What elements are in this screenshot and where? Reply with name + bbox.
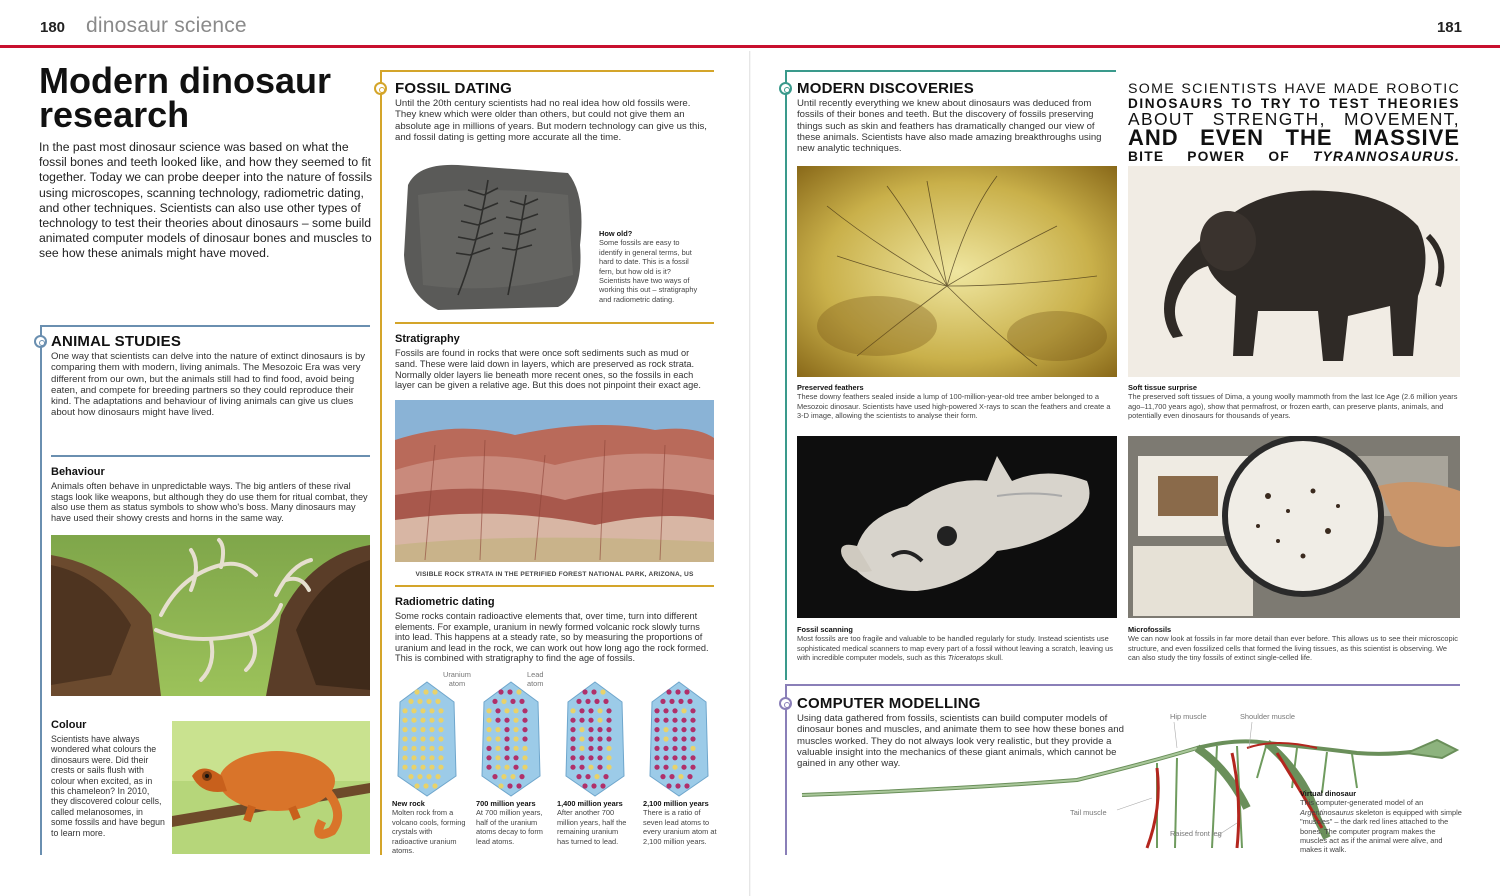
uranium-atom [429, 727, 434, 732]
radiometric-body: Some rocks contain radioactive elements that, over time, turn into different elements. For example, uranium in newly formed volcanic rock slowly turns into lead. This happens at a steady rate, so by measuring the proportions of uranium and lead in the rock, we can work out how long ago the rock formed. This is combined with stratigraphy to find the age of fossils. [395, 611, 709, 664]
lead-atom [663, 718, 668, 723]
lead-atom [576, 774, 581, 779]
stage-1400: 1,400 million years After another 700 million years, half the remaining uranium has turned to lead. [557, 799, 627, 846]
uranium-atom [594, 774, 599, 779]
lead-atom [594, 699, 599, 704]
uranium-atom [417, 774, 422, 779]
lead-atom [504, 755, 509, 760]
lead-atom [585, 774, 590, 779]
uranium-atom [438, 765, 443, 770]
uranium-atom [606, 755, 611, 760]
uranium-atom [435, 699, 440, 704]
uranium-atom [522, 746, 527, 751]
section-bullet-icon [34, 335, 47, 348]
uranium-atom [423, 783, 428, 788]
lead-atom [654, 755, 659, 760]
computer-modelling-heading: COMPUTER MODELLING [797, 695, 981, 712]
lead-atom [570, 718, 575, 723]
fossil-fern-photo [398, 155, 590, 315]
fossil-dating-rule [380, 70, 714, 72]
crystal-700 [476, 680, 546, 798]
fossil-dating-body: Until the 20th century scientists had no real idea how old fossils were. They knew which were older than others, but could not give them an absolute age in millions of years. But modern technology can give us this, and fossil dating is getting more accurate all the time. [395, 98, 707, 143]
uranium-atom [420, 765, 425, 770]
uranium-atom [429, 708, 434, 713]
amber-feathers-photo [797, 166, 1117, 377]
lead-atom [519, 774, 524, 779]
uranium-atom [432, 783, 437, 788]
lead-atom [570, 746, 575, 751]
lead-atom [654, 718, 659, 723]
lead-atom [588, 736, 593, 741]
lead-atom [684, 783, 689, 788]
hip-muscle-label: Hip muscle [1170, 712, 1207, 721]
lead-atom [690, 708, 695, 713]
raised-front-leg-label: Raised front leg [1170, 829, 1222, 838]
lead-atom [522, 736, 527, 741]
stratigraphy-body: Fossils are found in rocks that were once soft sediments such as mud or sand. These were laid down in layers, which are preserved as rock strata. Normally older layers lie beneath more recent ones, so the fossils in each layer can be given a relative age. But this does not pinpoint their exact age. [395, 348, 701, 391]
lead-atom [576, 699, 581, 704]
uranium-atom [420, 755, 425, 760]
uranium-atom [438, 736, 443, 741]
lead-atom [597, 755, 602, 760]
uranium-atom [495, 727, 500, 732]
tail-muscle-label: Tail muscle [1070, 808, 1107, 817]
animal-studies-body: One way that scientists can delve into the nature of extinct dinosaurs is by comparing them with modern, living animals. The Mesozoic Era was very different from our own, but the animals still had to find food, avoid being eaten, and compete for breeding partners so they could reproduce their kind. The adaptations and behaviour of living animals can give us clues about how dinosaurs might have lived. [51, 351, 366, 419]
lead-atom [570, 727, 575, 732]
lead-atom [498, 689, 503, 694]
uranium-atom [579, 736, 584, 741]
lead-atom [690, 736, 695, 741]
mammoth-photo [1128, 166, 1460, 377]
lead-atom [519, 699, 524, 704]
lead-atom [570, 755, 575, 760]
lead-atom [672, 708, 677, 713]
lead-atom [690, 765, 695, 770]
modern-discoveries-body: Until recently everything we knew about dinosaurs was deduced from fossils of their bones and teeth. But the discovery of fossils preserving things such as skin and feathers has dramatically changed our view of these animals. Scientists have also made amazing breakthroughs using new analytic techniques. [797, 98, 1102, 155]
lead-atom [486, 765, 491, 770]
lead-atom [504, 736, 509, 741]
uranium-atom [513, 708, 518, 713]
section-bullet-icon [779, 82, 792, 95]
uranium-atom [501, 774, 506, 779]
behaviour-body: Animals often behave in unpredictable ways. The big antlers of these rival stags look like weapons, but although they do use them for ritual combat, they also use them as status symbols to show who's boss. Many dinosaurs may have used their showy crests and horns in the same way. [51, 481, 368, 523]
lead-atom [606, 708, 611, 713]
lead-atom [687, 774, 692, 779]
lead-atom [492, 699, 497, 704]
lead-atom [672, 736, 677, 741]
uranium-atom [423, 689, 428, 694]
uranium-atom [579, 746, 584, 751]
lead-atom [660, 699, 665, 704]
page-header [0, 0, 1500, 48]
uranium-atom [420, 736, 425, 741]
uranium-atom [402, 727, 407, 732]
lead-atom [597, 736, 602, 741]
uranium-atom [486, 718, 491, 723]
uranium-atom [402, 708, 407, 713]
uranium-atom [588, 765, 593, 770]
uranium-atom [498, 783, 503, 788]
lead-atom [579, 708, 584, 713]
lead-atom [690, 755, 695, 760]
lead-atom [672, 755, 677, 760]
lead-atom [603, 699, 608, 704]
lead-atom [678, 699, 683, 704]
lead-atom [654, 736, 659, 741]
lead-atom [588, 718, 593, 723]
uranium-atom [435, 774, 440, 779]
uranium-atom [417, 699, 422, 704]
lead-atom [672, 718, 677, 723]
pull-quote: SOME SCIENTISTS HAVE MADE ROBOTIC DINOSAURS TO TRY TO TEST THEORIES ABOUT STRENGTH, MOVEMENT, AND EVEN THE MASSIVE BITE POWER OF TYRANNOSAURUS. [1128, 81, 1460, 164]
lead-atom [687, 699, 692, 704]
crystal-2100 [644, 680, 714, 798]
uranium-atom [411, 727, 416, 732]
animal-studies-vrule [40, 325, 42, 855]
radiometric-rule [395, 585, 714, 587]
uranium-atom [597, 718, 602, 723]
computer-modelling-body: Using data gathered from fossils, scientists can build computer models of dinosaur bones and muscles, and animate them to see how these bones and muscles worked. They do not always look very realistic, but they provide a valuable insight into the mechanics of these giant animals, which cannot be gained in any other way. [797, 713, 1124, 770]
uranium-atom [411, 755, 416, 760]
uranium-atom [597, 708, 602, 713]
lead-atom [486, 755, 491, 760]
uranium-atom [504, 765, 509, 770]
lead-atom [516, 783, 521, 788]
uranium-atom [402, 718, 407, 723]
lead-atom [666, 783, 671, 788]
lead-atom [603, 774, 608, 779]
lead-atom [654, 727, 659, 732]
lead-atom [672, 746, 677, 751]
radiometric-heading: Radiometric dating [395, 596, 495, 608]
uranium-atom [513, 718, 518, 723]
uranium-atom [510, 774, 515, 779]
computer-modelling-rule [785, 684, 1460, 686]
uranium-atom [438, 718, 443, 723]
behaviour-rule [51, 455, 370, 457]
uranium-atom [420, 708, 425, 713]
lead-atom [507, 689, 512, 694]
uranium-atom [522, 765, 527, 770]
uranium-atom [411, 746, 416, 751]
uranium-atom [426, 774, 431, 779]
modern-discoveries-heading: MODERN DISCOVERIES [797, 80, 974, 97]
section-bullet-icon [779, 697, 792, 710]
uranium-atom [504, 708, 509, 713]
uranium-atom [672, 765, 677, 770]
lead-atom [681, 718, 686, 723]
uranium-atom [579, 727, 584, 732]
uranium-atom [429, 746, 434, 751]
uranium-atom [606, 746, 611, 751]
uranium-atom [513, 746, 518, 751]
animal-studies-heading: ANIMAL STUDIES [51, 333, 182, 350]
lead-atom [663, 746, 668, 751]
lead-atom [522, 727, 527, 732]
lead-atom [606, 727, 611, 732]
uranium-atom [678, 774, 683, 779]
lead-atom [486, 746, 491, 751]
intro-paragraph: In the past most dinosaur science was based on what the fossil bones and teeth looked like, and how they seemed to fit together. Today we can probe deeper into the nature of fossils using microscopes, scanning technology, radiometric dating, and other techniques. Scientists can also use other types of technology to test their theories about dinosaurs – some build animated computer models of dinosaur bones and muscles to see how these animals might have moved. [39, 140, 373, 261]
chameleon-photo [172, 721, 370, 854]
stage-700: 700 million years At 700 million years, half of the uranium atoms decay to form lead atoms. [476, 799, 543, 846]
lead-atom [504, 718, 509, 723]
lead-atom [684, 689, 689, 694]
stage-new-rock: New rock Molten rock from a volcano cools, forming crystals with radioactive uranium atoms. [392, 799, 466, 856]
fossil-dating-heading: FOSSIL DATING [395, 80, 513, 97]
uranium-atom [495, 765, 500, 770]
crystal-1400 [560, 680, 630, 798]
lead-atom [690, 718, 695, 723]
lead-atom [570, 765, 575, 770]
animal-studies-rule [40, 325, 370, 327]
lead-atom [591, 783, 596, 788]
lead-atom [522, 708, 527, 713]
shoulder-muscle-label: Shoulder muscle [1240, 712, 1296, 721]
colour-body: Scientists have always wondered what colours the dinosaurs were. Did their crests or sails flush with colour when excited, as in this chameleon? In 2010, they discovered colour cells, called melanosomes, in some fossils and have begun to learn more. [51, 734, 165, 838]
uranium-atom [501, 699, 506, 704]
lead-atom [681, 755, 686, 760]
uranium-atom [420, 746, 425, 751]
stratigraphy-rule [395, 322, 714, 324]
lead-atom [669, 774, 674, 779]
uranium-atom [402, 765, 407, 770]
lead-atom [510, 699, 515, 704]
lead-atom [507, 783, 512, 788]
uranium-atom [420, 727, 425, 732]
lead-atom [597, 727, 602, 732]
uranium-atom [414, 783, 419, 788]
lead-atom [579, 718, 584, 723]
lead-atom [672, 727, 677, 732]
uranium-atom [600, 689, 605, 694]
virtual-dinosaur-caption: Virtual dinosaur This computer-generated model of an Argentinosaurus skeleton is equipped with simple "muscles" – the dark red lines attached to the bones. The computer program makes the muscles act as if the animal were alive, and makes it walk. [1300, 789, 1462, 855]
uranium-atom [486, 708, 491, 713]
uranium-atom [432, 689, 437, 694]
uranium-atom [513, 736, 518, 741]
fossil-scanning-caption: Fossil scanning Most fossils are too fragile and valuable to be handled regularly for study. Instead scientists use sophisticated medical scanners to map every part of a fossil without leaving a scratch, leaving us with incredible computer models, such as this Triceratops skull. [797, 625, 1113, 663]
lead-atom [588, 727, 593, 732]
uranium-atom [429, 718, 434, 723]
lead-atom [606, 736, 611, 741]
lead-atom [513, 765, 518, 770]
uranium-atom [495, 746, 500, 751]
stags-photo [51, 535, 370, 696]
lead-atom [582, 783, 587, 788]
uranium-atom [411, 765, 416, 770]
lead-atom [669, 699, 674, 704]
uranium-atom [411, 736, 416, 741]
modern-discoveries-rule [785, 70, 1116, 72]
uranium-atom [402, 755, 407, 760]
uranium-atom [486, 727, 491, 732]
lead-atom [579, 765, 584, 770]
book-spine [749, 51, 751, 896]
uranium-atom [411, 718, 416, 723]
lead-atom [654, 708, 659, 713]
lead-atom [597, 746, 602, 751]
lead-atom [585, 699, 590, 704]
uranium-atom [495, 755, 500, 760]
uranium-atom [570, 708, 575, 713]
uranium-atom [408, 774, 413, 779]
page-title: Modern dinosaur research [39, 60, 332, 135]
colour-heading: Colour [51, 719, 87, 731]
lead-atom [492, 774, 497, 779]
right-page-number: 181 [1436, 19, 1462, 36]
uranium-atom [438, 755, 443, 760]
uranium-atom [681, 708, 686, 713]
lead-atom [681, 765, 686, 770]
uranium-atom [429, 736, 434, 741]
uranium-atom [516, 689, 521, 694]
lead-atom [654, 746, 659, 751]
strata-caption: VISIBLE ROCK STRATA IN THE PETRIFIED FOREST NATIONAL PARK, ARIZONA, US [415, 571, 694, 578]
lead-atom [606, 718, 611, 723]
uranium-atom [438, 727, 443, 732]
uranium-atom [495, 736, 500, 741]
lead-atom [588, 755, 593, 760]
crystal-new-rock [392, 680, 462, 798]
lead-atom [663, 765, 668, 770]
running-title: dinosaur science [86, 14, 247, 37]
uranium-atom [606, 765, 611, 770]
lead-atom [513, 755, 518, 760]
lead-atom [504, 746, 509, 751]
uranium-atom [408, 699, 413, 704]
lead-atom [660, 774, 665, 779]
section-bullet-icon [374, 82, 387, 95]
lead-atom [582, 689, 587, 694]
lead-atom [504, 727, 509, 732]
how-old-caption: How old? Some fossils are easy to identify in general terms, but hard to date. This is a fossil fern, but how old is it? Scientists have two ways of working this out – stratigraphy and radiometric dating. [599, 229, 698, 304]
uranium-atom [663, 727, 668, 732]
uranium-atom [438, 746, 443, 751]
feathers-caption: Preserved feathers These downy feathers sealed inside a lump of 100-million-year-old tree amber belonged to a Mesozoic dinosaur. Scientists have used high-powered X-rays to scan the feathers and create a 3-D image, allowing the scientists to analyse their form. [797, 383, 1111, 421]
uranium-atom [402, 736, 407, 741]
microfossils-photo [1128, 436, 1460, 618]
uranium-atom [414, 689, 419, 694]
lead-atom [597, 765, 602, 770]
lead-atom [663, 755, 668, 760]
uranium-atom-label: Uranium atom [443, 670, 471, 688]
lead-atom [681, 736, 686, 741]
lead-atom [495, 718, 500, 723]
microfossils-caption: Microfossils We can now look at fossils in far more detail than ever before. This allows us to see their microscopic structure, and even fossilized cells that formed the living tissues, as this scientist is observing. We can also study the tiny fossils of extinct single-celled life. [1128, 625, 1458, 663]
left-page-number: 180 [40, 19, 66, 36]
stratigraphy-heading: Stratigraphy [395, 333, 460, 345]
lead-atom [663, 708, 668, 713]
lead-atom [675, 783, 680, 788]
uranium-atom [402, 746, 407, 751]
lead-atom-label: Lead atom [527, 670, 544, 688]
uranium-atom [690, 746, 695, 751]
uranium-atom [429, 755, 434, 760]
uranium-atom [411, 708, 416, 713]
uranium-atom [438, 708, 443, 713]
lead-atom [681, 746, 686, 751]
lead-atom [588, 708, 593, 713]
lead-atom [675, 689, 680, 694]
uranium-atom [663, 736, 668, 741]
lead-atom [495, 708, 500, 713]
lead-atom [570, 736, 575, 741]
lead-atom [654, 765, 659, 770]
lead-atom [591, 689, 596, 694]
soft-tissue-caption: Soft tissue surprise The preserved soft tissues of Dima, a young woolly mammoth from the last Ice Age (2.6 million years ago–11,700 years ago), show that permafrost, or frozen earth, can preserve plants, animals, and potentially even dinosaurs for thousands of years. [1128, 383, 1458, 421]
uranium-atom [513, 727, 518, 732]
lead-atom [690, 727, 695, 732]
lead-atom [666, 689, 671, 694]
uranium-atom [486, 736, 491, 741]
lead-atom [522, 718, 527, 723]
lead-atom [600, 783, 605, 788]
uranium-atom [522, 755, 527, 760]
lead-atom [588, 746, 593, 751]
fossil-dating-vrule [380, 70, 382, 855]
modern-discoveries-vrule [785, 70, 787, 680]
uranium-atom [429, 765, 434, 770]
uranium-atom [420, 718, 425, 723]
lead-atom [579, 755, 584, 760]
rock-strata-photo [395, 400, 714, 562]
behaviour-heading: Behaviour [51, 466, 105, 478]
lead-atom [681, 727, 686, 732]
triceratops-scan-photo [797, 436, 1117, 618]
stage-2100: 2,100 million years There is a ratio of seven lead atoms to every uranium atom at 2,100 million years. [643, 799, 717, 846]
uranium-atom [426, 699, 431, 704]
